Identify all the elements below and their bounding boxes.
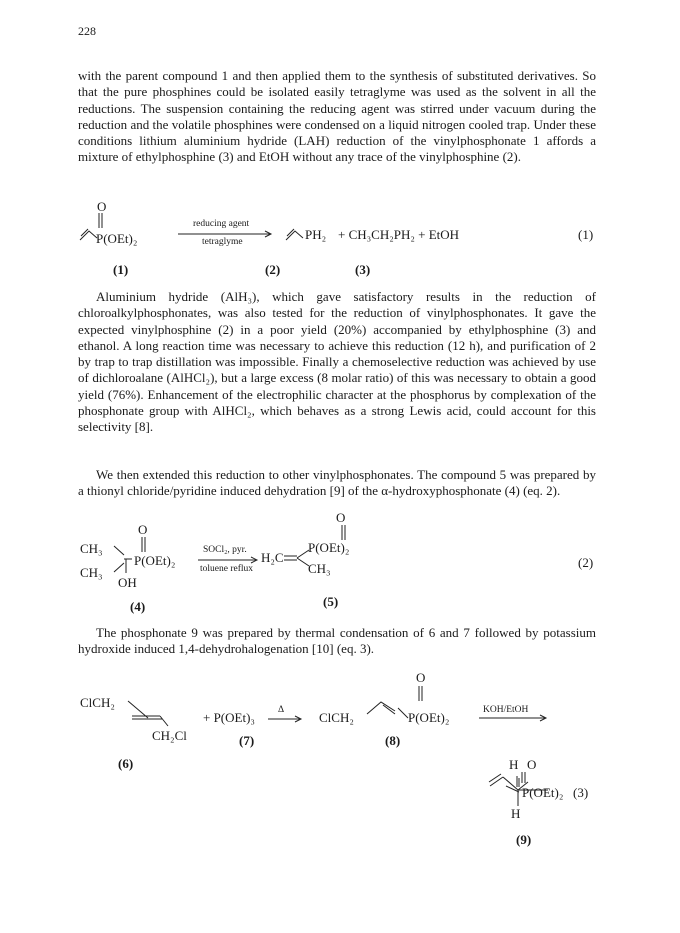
eq2-oxygen: O bbox=[138, 522, 148, 537]
eq2-methylene: H₂C bbox=[261, 550, 284, 565]
eq2-reagent-bottom: toluene reflux bbox=[200, 564, 254, 574]
page-number: 228 bbox=[78, 24, 96, 38]
eq3-label-9: (9) bbox=[516, 832, 532, 847]
eq3-heat-symbol: Δ bbox=[278, 705, 285, 715]
eq2-label-5: (5) bbox=[323, 594, 339, 609]
eq3-chloromethyl: ClCH₂ bbox=[80, 695, 115, 710]
eq3-label-7: (7) bbox=[239, 733, 255, 748]
eq1-reagent-top: reducing agent bbox=[193, 219, 250, 229]
eq3-bonds bbox=[0, 0, 1, 1]
eq3-product-chloromethyl: ClCH₂ bbox=[319, 710, 354, 725]
eq2-product-oxygen: O bbox=[336, 510, 346, 525]
eq3-final-oxygen: O bbox=[527, 757, 537, 772]
eq1-product-vinylphosphine: PH₂ bbox=[305, 227, 327, 242]
eq1-number: (1) bbox=[578, 227, 594, 242]
paragraph-extension: We then extended this reduction to other vinylphosphonates. The compound 5 was prepared by a thionyl chloride/pyridine induced dehydration [9] of the α-hydroxyphosphonate (4) (eq. 2). bbox=[78, 467, 596, 499]
eq3-final-phosphonate: P(OEt)₂ bbox=[522, 785, 564, 800]
eq3-label-8: (8) bbox=[385, 733, 401, 748]
eq3-product-oxygen: O bbox=[416, 670, 426, 685]
eq2-phosphonate: P(OEt)₂ bbox=[134, 553, 176, 568]
eq3-chloromethyl-end: CH₂Cl bbox=[152, 728, 187, 743]
eq2-number: (2) bbox=[578, 555, 594, 570]
eq1-reactant: P(OEt)₂ bbox=[96, 231, 138, 246]
eq3-final-h-bottom: H bbox=[511, 806, 521, 821]
eq3-label-6: (6) bbox=[118, 756, 134, 771]
paragraph-synthesis-9: The phosphonate 9 was prepared by thermal condensation of 6 and 7 followed by potassium hydroxide induced 1,4-dehydrohalogenation [10] (eq. 3). bbox=[78, 625, 596, 657]
eq2-reagent-top: SOCl₂, pyr. bbox=[203, 545, 247, 555]
eq2-label-4: (4) bbox=[130, 599, 146, 614]
eq1-other-products: + CH₃CH₂PH₂ + EtOH bbox=[338, 227, 460, 242]
eq3-base-reagent: KOH/EtOH bbox=[483, 705, 529, 715]
eq1-oxygen: O bbox=[97, 199, 107, 214]
eq3-number: (3) bbox=[573, 785, 589, 800]
eq2-methyl-top: CH₃ bbox=[80, 541, 103, 556]
eq3-product-phosphonate: P(OEt)₂ bbox=[408, 710, 450, 725]
eq3-triethyl-phosphite: + P(OEt)₃ bbox=[203, 710, 255, 725]
eq3-final-h-top: H bbox=[509, 757, 519, 772]
eq2-product-methyl: CH₃ bbox=[308, 561, 331, 576]
eq2-product-phosphonate: P(OEt)₂ bbox=[308, 540, 350, 555]
paragraph-intro: with the parent compound 1 and then applied them to the synthesis of substituted derivatives. So that the pure phosphines could be isolated easily tetraglyme was used as the solvent in all the reductions. The suspension containing the reducing agent was stirred under vacuum during the reduction and the volatile phosphines were condensed on a liquid nitrogen cooled trap. Under these conditions lithium aluminium hydride (LAH) reduction of the vinylphosphonate 1 affords a mixture of ethylphosphine (3) and EtOH without any trace of the vinylphosphine (2). bbox=[78, 68, 596, 165]
eq2-methyl-bottom: CH₃ bbox=[80, 565, 103, 580]
eq1-label-2: (2) bbox=[265, 262, 281, 277]
paragraph-alane: Aluminium hydride (AlH₃), which gave satisfactory results in the reduction of chloroalkylphosphonates, was also tested for the reduction of vinylphosphonates. It gave the expected vinylphosphine (2) in a poor yield (20%) accompanied by ethylphosphine (3) and ethanol. A long reaction time was necessary to achieve this reduction (12 h), and purification of 2 by trap to trap distillation was impossible. Finally a chemoselective reduction was achieved by use of dichloroalane (AlHCl₂), but a large excess (8 molar ratio) of this was necessary to obtain a good yield (76%). Enhancement of the electrophilic character at the phosphorus by complexation of the phosphonate group with AlHCl₂, which behaves as a strong Lewis acid, could account for this selectivity [8]. bbox=[78, 289, 596, 435]
eq2-hydroxyl: OH bbox=[118, 575, 137, 590]
eq1-label-1: (1) bbox=[113, 262, 129, 277]
eq1-label-3: (3) bbox=[355, 262, 371, 277]
eq1-reagent-bottom: tetraglyme bbox=[202, 237, 243, 247]
